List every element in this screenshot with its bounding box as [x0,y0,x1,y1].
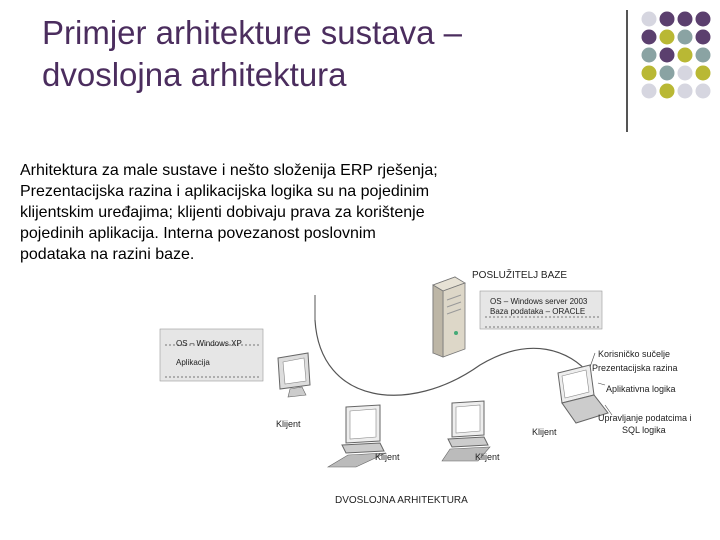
client-label-2: Klijent [375,452,400,462]
client-app-label: Aplikacija [176,358,210,367]
client-label-3: Klijent [475,452,500,462]
decorative-dot [696,66,711,81]
server-db-label: Baza podataka – ORACLE [490,307,586,316]
decorative-dot [660,66,675,81]
server-icon [433,277,465,357]
client-os-label: OS – Windows XP [176,339,242,348]
two-tier-architecture-diagram [150,255,710,515]
decorative-dot [660,84,675,99]
server-header-label: POSLUŽITELJ BAZE [472,270,568,281]
decorative-dot [696,84,711,99]
server-os-label: OS – Windows server 2003 [490,297,588,306]
slide-body-text: Arhitektura za male sustave i nešto složenija ERP rješenja; Prezentacijska razina i aplikacijska logika su na pojedinim klijentskim uređajima; klijenti dobivaju prava za korištenje pojedinih aplikacija. Interna povezanost poslovnim podataka na razini baze. [20,162,438,263]
legend-ui: Korisničko sučelje [598,349,671,359]
decorative-dot [678,48,693,63]
client-info-box [160,329,263,381]
decorative-dot [660,30,675,45]
decorative-dot [678,84,693,99]
decorative-dot [678,66,693,81]
decorative-dot [660,12,675,27]
decorative-dot [642,84,657,99]
decorative-dot [678,30,693,45]
legend-presentation: Prezentacijska razina [592,363,678,373]
legend-data-mgmt: Upravljanje podatcima i [598,413,692,423]
client-label-1: Klijent [276,419,301,429]
decorative-dot [642,30,657,45]
slide-title [42,12,602,96]
decorative-dot [678,12,693,27]
diagram-caption: DVOSLOJNA ARHITEKTURA [335,495,468,506]
legend-app-logic: Aplikativna logika [606,384,676,394]
decorative-dot [660,48,675,63]
client-label-4: Klijent [532,427,557,437]
decorative-dot [696,12,711,27]
title-line-1: Primjer arhitekture sustava – [42,14,462,51]
decorative-dot-grid [640,10,720,110]
decorative-divider [626,10,628,132]
decorative-dot [642,66,657,81]
decorative-dot [696,48,711,63]
decorative-dot [642,12,657,27]
legend-sql-logic: SQL logika [622,425,666,435]
title-line-2: dvoslojna arhitektura [42,56,347,93]
desktop-monitor-icon [278,353,310,397]
decorative-dot [696,30,711,45]
decorative-dot [642,48,657,63]
